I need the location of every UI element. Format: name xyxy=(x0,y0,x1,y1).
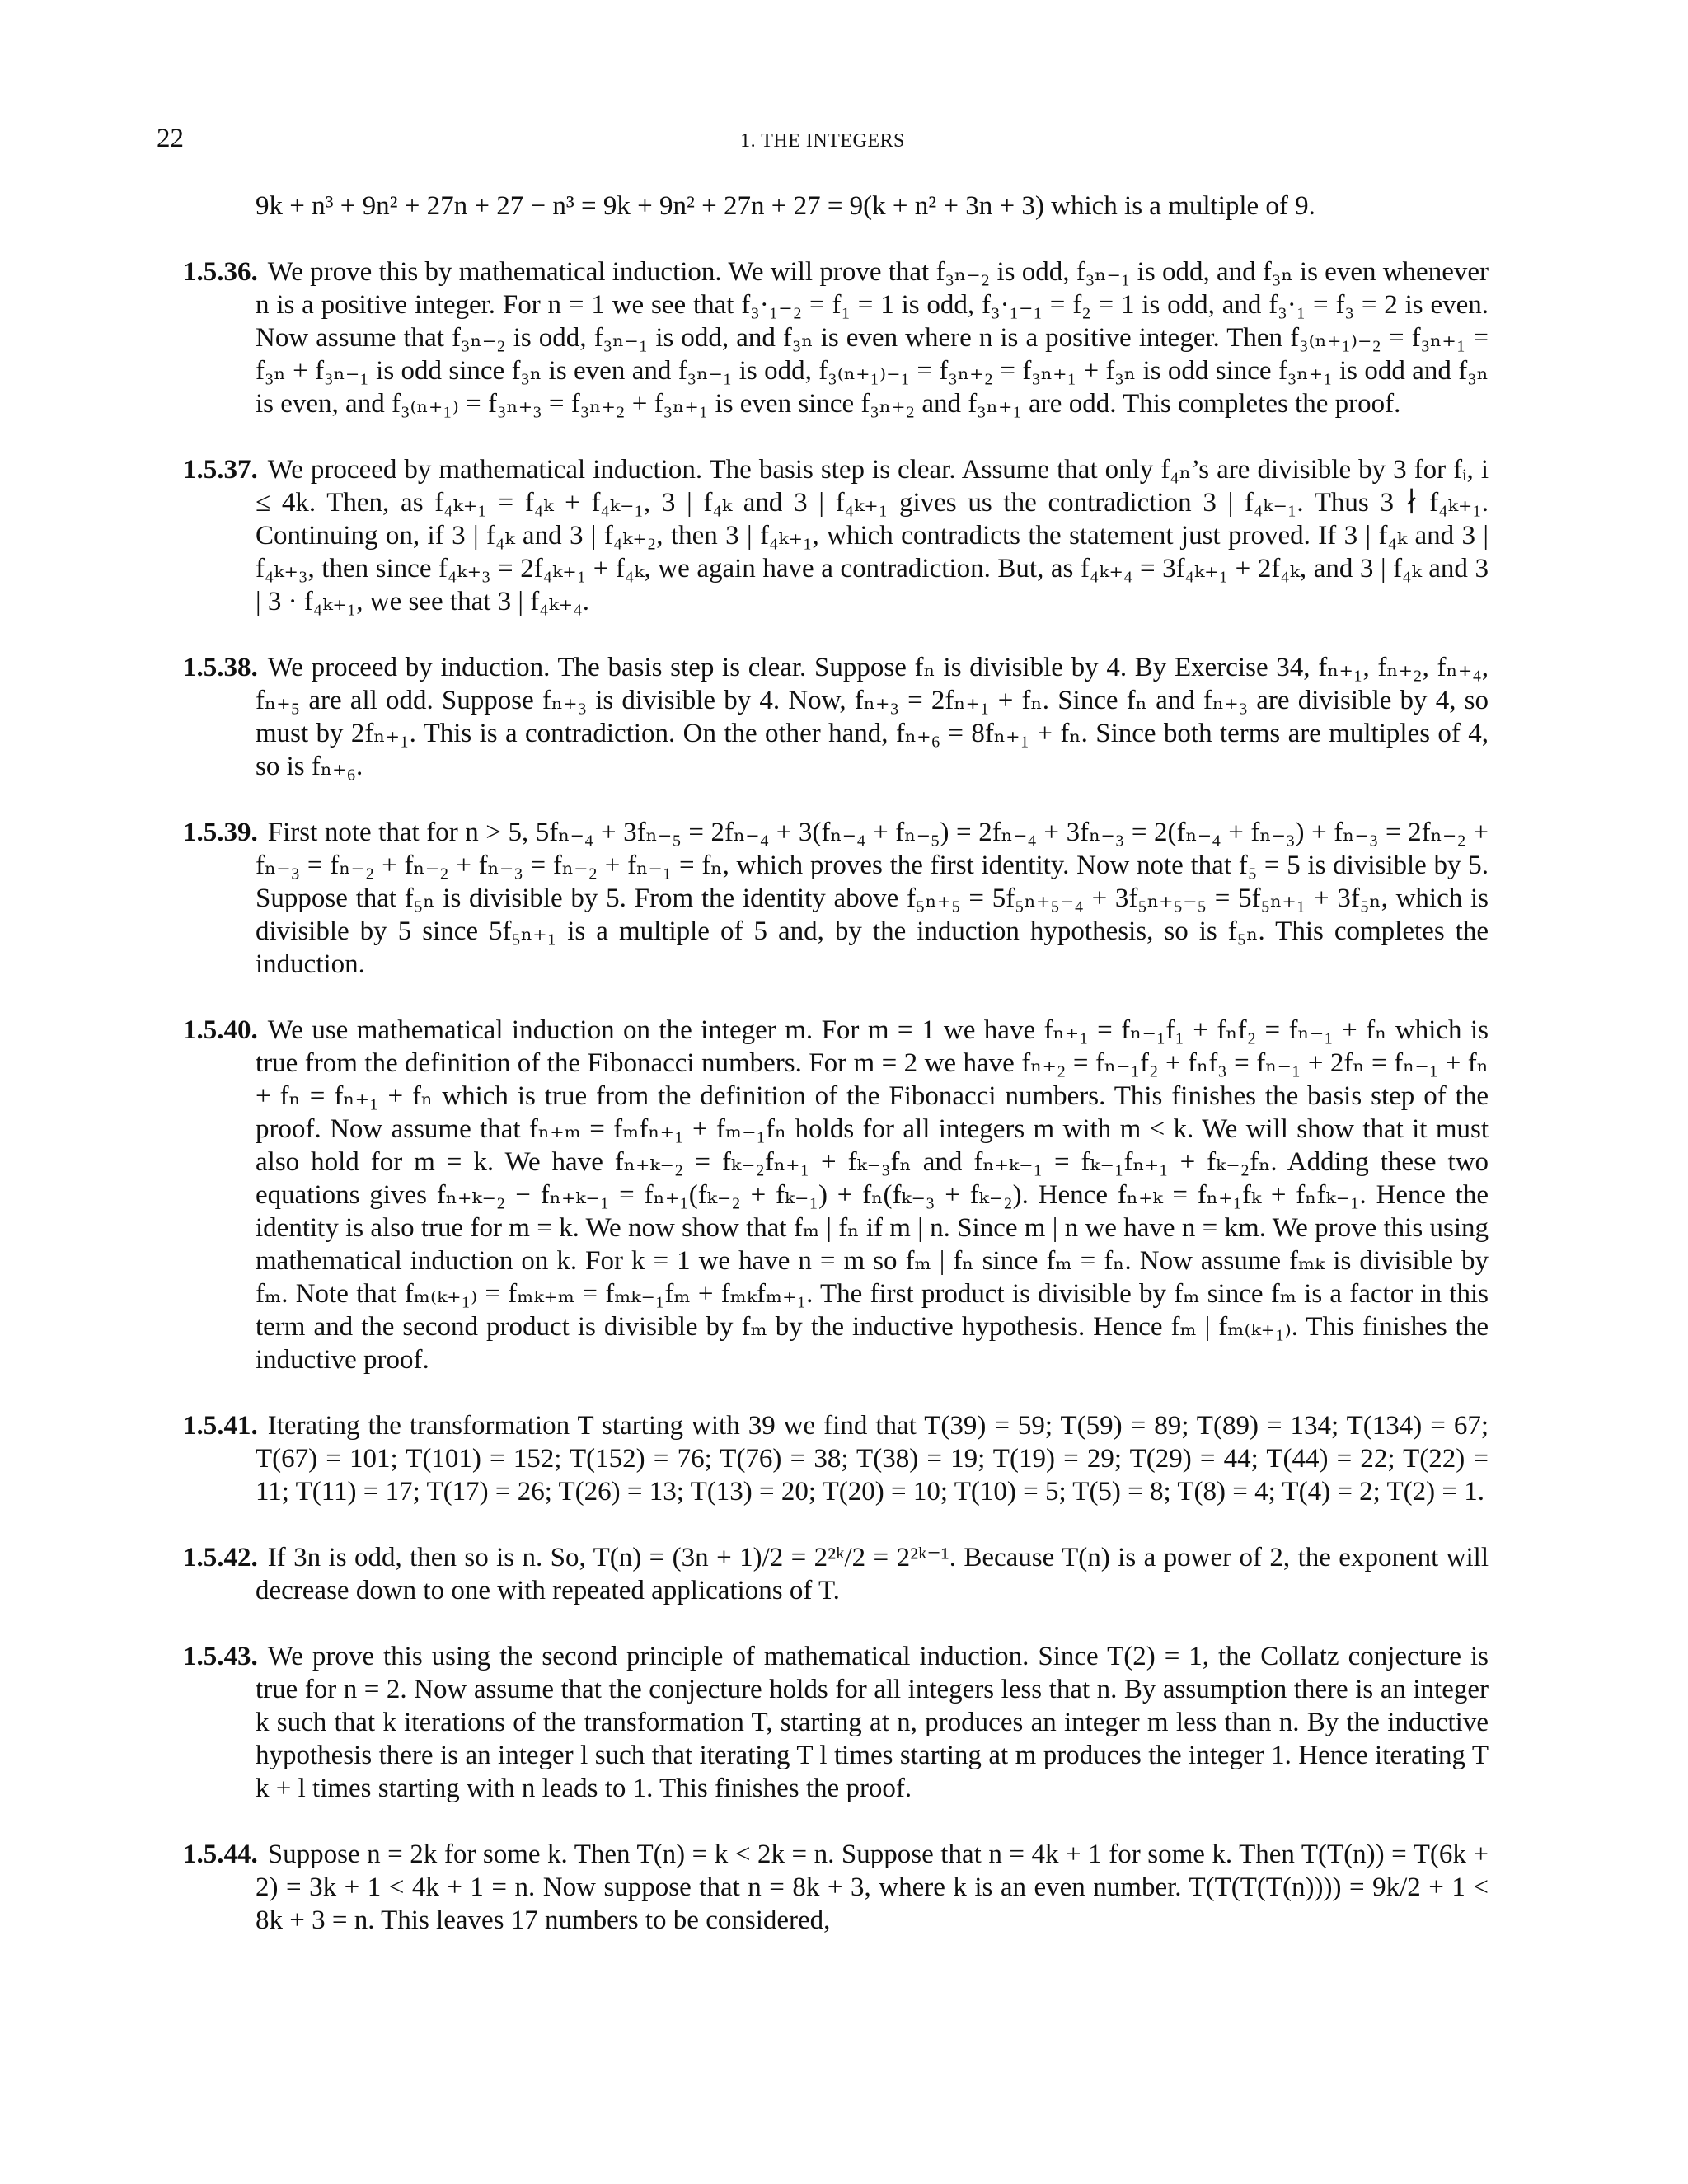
exercise-1-5-40 xyxy=(183,1014,1489,1376)
exercise-number: 1.5.37. xyxy=(183,455,258,485)
exercise-text: We prove this by mathematical induction. We will prove that f₃ₙ₋₂ is odd, f₃ₙ₋₁ is odd, and f₃ₙ is even whenever n is a positive integer. For n = 1 we see that f₃·₁₋₂ = f₁ = 1 is odd, f₃·₁₋₁ = f₂ = 1 is odd, and f₃·₁ = f₃ = 2 is even. Now assume that f₃ₙ₋₂ is odd, f₃ₙ₋₁ is odd, and f₃ₙ is even where n is a positive integer. Then f₃₍ₙ₊₁₎₋₂ = f₃ₙ₊₁ = f₃ₙ + f₃ₙ₋₁ is odd since f₃ₙ is even and f₃ₙ₋₁ is odd, f₃₍ₙ₊₁₎₋₁ = f₃ₙ₊₂ = f₃ₙ₊₁ + f₃ₙ is odd since f₃ₙ₊₁ is odd and f₃ₙ is even, and f₃₍ₙ₊₁₎ = f₃ₙ₊₃ = f₃ₙ₊₂ + f₃ₙ₊₁ is even since f₃ₙ₊₂ and f₃ₙ₊₁ are odd. This completes the proof. xyxy=(256,257,1489,419)
exercise-1-5-36 xyxy=(183,255,1489,420)
page-header xyxy=(157,124,1489,165)
exercise-number: 1.5.42. xyxy=(183,1543,258,1572)
exercise-number: 1.5.41. xyxy=(183,1411,258,1441)
exercise-text: Iterating the transformation T starting with 39 we find that T(39) = 59; T(59) = 89; T(89) = 134; T(134) = 67; T(67) = 101; T(101) = 152; T(152) = 76; T(76) = 38; T(38) = 19; T(19) = 29; T(29) = 44; T(44) = 22; T(22) = 11; T(11) = 17; T(17) = 26; T(26) = 13; T(13) = 20; T(20) = 10; T(10) = 5; T(5) = 8; T(8) = 4; T(4) = 2; T(2) = 1. xyxy=(256,1411,1489,1507)
page-body xyxy=(183,190,1489,1937)
running-head: 1. THE INTEGERS xyxy=(740,130,905,152)
exercise-1-5-38 xyxy=(183,651,1489,783)
exercise-1-5-37 xyxy=(183,453,1489,618)
exercise-number: 1.5.38. xyxy=(183,653,258,682)
exercise-1-5-44 xyxy=(183,1838,1489,1937)
exercise-1-5-39 xyxy=(183,816,1489,981)
page-number: 22 xyxy=(157,124,184,153)
exercise-number: 1.5.40. xyxy=(183,1015,258,1045)
carryover-equation: 9k + n³ + 9n² + 27n + 27 − n³ = 9k + 9n² + 27n + 27 = 9(k + n² + 3n + 3) which is a multiple of 9. xyxy=(256,191,1315,221)
exercise-text: We proceed by mathematical induction. The basis step is clear. Assume that only f₄ₙ’s are divisible by 3 for fᵢ, i ≤ 4k. Then, as f₄ₖ₊₁ = f₄ₖ + f₄ₖ₋₁, 3 | f₄ₖ and 3 | f₄ₖ₊₁ gives us the contradiction 3 | f₄ₖ₋₁. Thus 3 ∤ f₄ₖ₊₁. Continuing on, if 3 | f₄ₖ and 3 | f₄ₖ₊₂, then 3 | f₄ₖ₊₁, which contradicts the statement just proved. If 3 | f₄ₖ and 3 | f₄ₖ₊₃, then since f₄ₖ₊₃ = 2f₄ₖ₊₁ + f₄ₖ, we again have a contradiction. But, as f₄ₖ₊₄ = 3f₄ₖ₊₁ + 2f₄ₖ, and 3 | f₄ₖ and 3 | 3 · f₄ₖ₊₁, we see that 3 | f₄ₖ₊₄. xyxy=(256,455,1489,616)
exercise-1-5-41 xyxy=(183,1409,1489,1508)
exercise-number: 1.5.43. xyxy=(183,1642,258,1671)
exercise-text: We use mathematical induction on the integer m. For m = 1 we have fₙ₊₁ = fₙ₋₁f₁ + fₙf₂ = fₙ₋₁ + fₙ which is true from the definition of the Fibonacci numbers. For m = 2 we have fₙ₊₂ = fₙ₋₁f₂ + fₙf₃ = fₙ₋₁ + 2fₙ = fₙ₋₁ + fₙ + fₙ = fₙ₊₁ + fₙ which is true from the definition of the Fibonacci numbers. This finishes the basis step of the proof. Now assume that fₙ₊ₘ = fₘfₙ₊₁ + fₘ₋₁fₙ holds for all integers m with m < k. We will show that it must also hold for m = k. We have fₙ₊ₖ₋₂ = fₖ₋₂fₙ₊₁ + fₖ₋₃fₙ and fₙ₊ₖ₋₁ = fₖ₋₁fₙ₊₁ + fₖ₋₂fₙ. Adding these two equations gives fₙ₊ₖ₋₂ − fₙ₊ₖ₋₁ = fₙ₊₁(fₖ₋₂ + fₖ₋₁) + fₙ(fₖ₋₃ + fₖ₋₂). Hence fₙ₊ₖ = fₙ₊₁fₖ + fₙfₖ₋₁. Hence the identity is also true for m = k. We now show that fₘ | fₙ if m | n. Since m | n we have n = km. We prove this using mathematical induction on k. For k = 1 we have n = m so fₘ | fₙ since fₘ = fₙ. Now assume fₘₖ is divisible by fₘ. Note that fₘ₍ₖ₊₁₎ = fₘₖ₊ₘ = fₘₖ₋₁fₘ + fₘₖfₘ₊₁. The first product is divisible by fₘ since fₘ is a factor in this term and the second product is divisible by fₘ by the inductive hypothesis. Hence fₘ | fₘ₍ₖ₊₁₎. This finishes the inductive proof. xyxy=(256,1015,1489,1375)
exercise-number: 1.5.39. xyxy=(183,818,258,847)
exercise-number: 1.5.44. xyxy=(183,1840,258,1869)
exercise-text: First note that for n > 5, 5fₙ₋₄ + 3fₙ₋₅ = 2fₙ₋₄ + 3(fₙ₋₄ + fₙ₋₅) = 2fₙ₋₄ + 3fₙ₋₃ = 2(fₙ₋₄ + fₙ₋₃) + fₙ₋₃ = 2fₙ₋₂ + fₙ₋₃ = fₙ₋₂ + fₙ₋₂ + fₙ₋₃ = fₙ₋₂ + fₙ₋₁ = fₙ, which proves the first identity. Now note that f₅ = 5 is divisible by 5. Suppose that f₅ₙ is divisible by 5. From the identity above f₅ₙ₊₅ = 5f₅ₙ₊₅₋₄ + 3f₅ₙ₊₅₋₅ = 5f₅ₙ₊₁ + 3f₅ₙ, which is divisible by 5 since 5f₅ₙ₊₁ is a multiple of 5 and, by the induction hypothesis, so is f₅ₙ. This completes the induction. xyxy=(256,818,1489,979)
exercise-number: 1.5.36. xyxy=(183,257,258,287)
exercise-1-5-43 xyxy=(183,1640,1489,1805)
exercise-text: We proceed by induction. The basis step is clear. Suppose fₙ is divisible by 4. By Exercise 34, fₙ₊₁, fₙ₊₂, fₙ₊₄, fₙ₊₅ are all odd. Suppose fₙ₊₃ is divisible by 4. Now, fₙ₊₃ = 2fₙ₊₁ + fₙ. Since fₙ and fₙ₊₃ are divisible by 4, so must by 2fₙ₊₁. This is a contradiction. On the other hand, fₙ₊₆ = 8fₙ₊₁ + fₙ. Since both terms are multiples of 4, so is fₙ₊₆. xyxy=(256,653,1489,781)
exercise-text: We prove this using the second principle of mathematical induction. Since T(2) = 1, the Collatz conjecture is true for n = 2. Now assume that the conjecture holds for all integers less that n. By assumption there is an integer k such that k iterations of the transformation T, starting at n, produces an integer m less than n. By the inductive hypothesis there is an integer l such that iterating T l times starting at m produces the integer 1. Hence iterating T k + l times starting with n leads to 1. This finishes the proof. xyxy=(256,1642,1489,1803)
exercise-text: Suppose n = 2k for some k. Then T(n) = k < 2k = n. Suppose that n = 4k + 1 for some k. Then T(T(n)) = T(6k + 2) = 3k + 1 < 4k + 1 = n. Now suppose that n = 8k + 3, where k is an even number. T(T(T(T(n)))) = 9k/2 + 1 < 8k + 3 = n. This leaves 17 numbers to be considered, xyxy=(256,1840,1489,1935)
exercise-1-5-42 xyxy=(183,1541,1489,1607)
exercise-text: If 3n is odd, then so is n. So, T(n) = (3n + 1)/2 = 2²ᵏ/2 = 2²ᵏ⁻¹. Because T(n) is a power of 2, the exponent will decrease down to one with repeated applications of T. xyxy=(256,1543,1489,1605)
